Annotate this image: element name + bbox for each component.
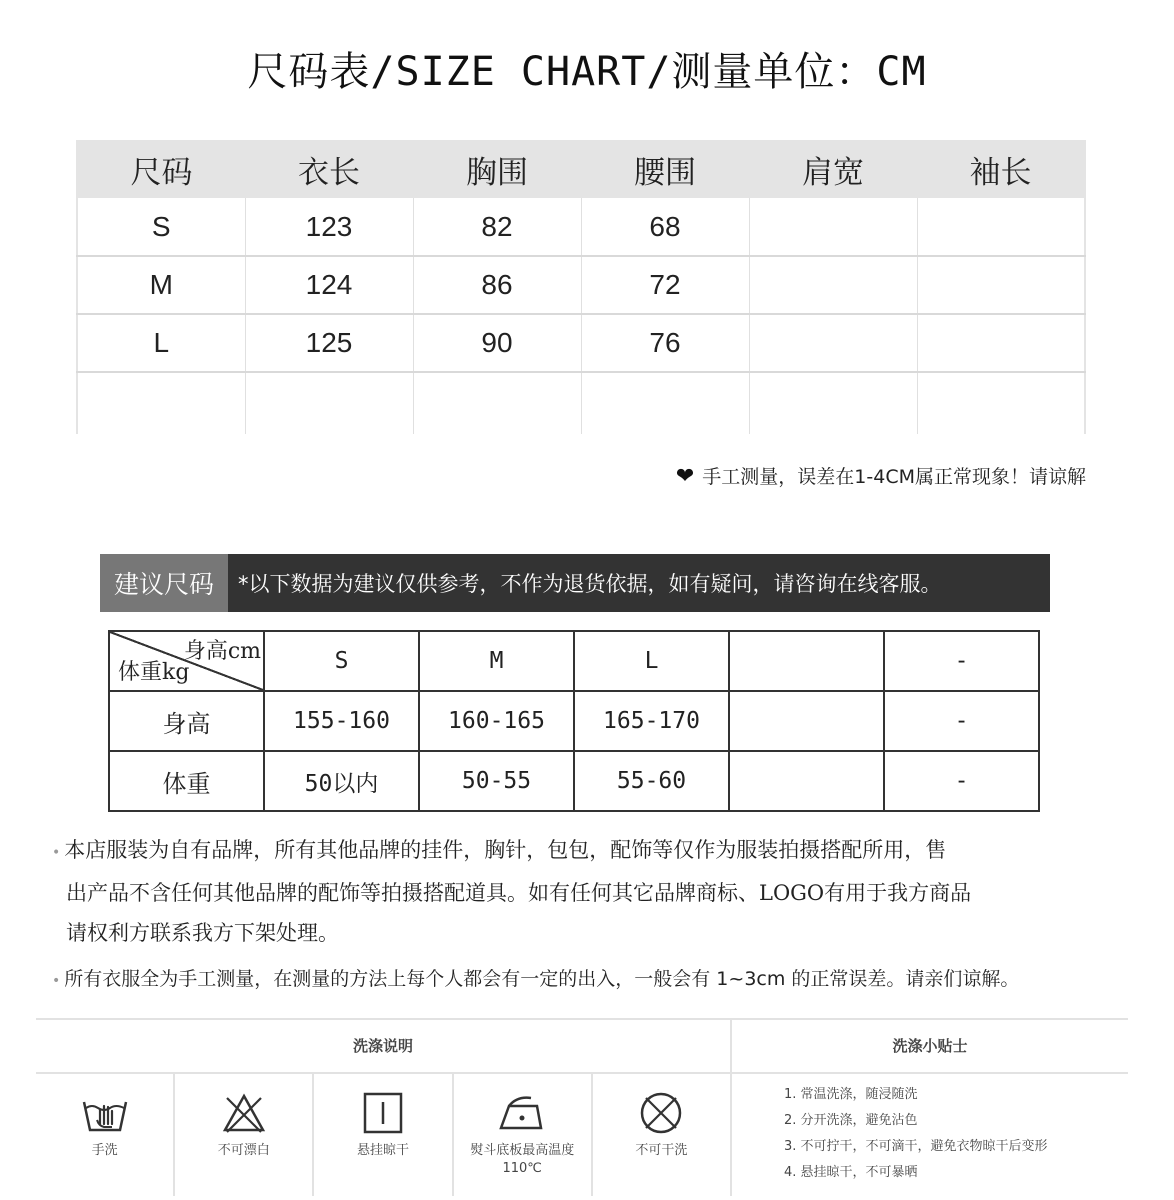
value-cell: 124 — [245, 256, 413, 314]
header-cell: M — [419, 631, 574, 691]
header-cell: 胸围 — [413, 140, 581, 198]
empty-cell — [77, 372, 245, 434]
care-symbol — [593, 1074, 730, 1196]
value-cell: 125 — [245, 314, 413, 372]
measurement-note-text: 手工测量，误差在1-4CM属正常现象！请谅解 — [702, 466, 1086, 488]
size-cell: L — [77, 314, 245, 372]
corner-cell — [109, 631, 264, 691]
value-cell: 55-60 — [574, 751, 729, 811]
value-cell — [917, 198, 1085, 256]
value-cell — [749, 314, 917, 372]
row-label: 体重 — [109, 751, 264, 811]
hand-wash-icon — [80, 1090, 130, 1136]
value-cell: 50-55 — [419, 751, 574, 811]
care-symbol — [175, 1074, 314, 1196]
size-chart-table — [76, 140, 1086, 434]
list-item: 2. 分开洗涤，避免沾色 — [784, 1113, 918, 1128]
store-notes — [52, 830, 1112, 1001]
recommend-banner — [100, 554, 1050, 612]
header-cell: L — [574, 631, 729, 691]
brand-note-line: 出产品不含任何其他品牌的配饰等拍摄搭配道具。如有任何其它品牌商标、LOGO有用于我方商品 — [66, 881, 972, 905]
size-cell: M — [77, 256, 245, 314]
value-cell: 90 — [413, 314, 581, 372]
value-cell: 72 — [581, 256, 749, 314]
empty-cell — [245, 372, 413, 434]
care-symbols — [36, 1074, 730, 1196]
recommend-header-row — [109, 631, 1039, 691]
recommend-tag: 建议尺码 — [100, 554, 228, 612]
empty-cell — [581, 372, 749, 434]
value-cell: 160-165 — [419, 691, 574, 751]
empty-cell — [413, 372, 581, 434]
header-cell: 肩宽 — [749, 140, 917, 198]
header-cell: - — [884, 631, 1039, 691]
value-cell — [749, 256, 917, 314]
row-label: 身高 — [109, 691, 264, 751]
header-cell — [729, 631, 884, 691]
list-item: 3. 不可拧干，不可滴干，避免衣物晾干后变形 — [784, 1139, 1048, 1154]
heart-icon: ❤ — [675, 464, 695, 489]
care-symbol-label: 手洗 — [91, 1143, 118, 1158]
list-item: 1. 常温洗涤，随浸随洗 — [784, 1087, 918, 1102]
care-symbol — [314, 1074, 453, 1196]
size-chart-header-row — [77, 140, 1085, 198]
no-bleach-icon — [219, 1090, 269, 1136]
header-cell: 衣长 — [245, 140, 413, 198]
brand-note-line: 请权利方联系我方下架处理。 — [66, 921, 339, 945]
header-cell: S — [264, 631, 419, 691]
page-title: 尺码表/SIZE CHART/测量单位：CM — [247, 49, 927, 95]
value-cell: - — [884, 751, 1039, 811]
header-cell: 尺码 — [77, 140, 245, 198]
table-row-empty — [77, 372, 1085, 434]
value-cell: 82 — [413, 198, 581, 256]
value-cell: 123 — [245, 198, 413, 256]
value-cell — [749, 198, 917, 256]
value-cell: 86 — [413, 256, 581, 314]
care-tips-list — [784, 1082, 1048, 1186]
table-row — [109, 691, 1039, 751]
empty-cell — [917, 372, 1085, 434]
iron-icon — [497, 1090, 547, 1136]
measurement-note — [676, 462, 1086, 489]
header-cell: 腰围 — [581, 140, 749, 198]
brand-note-text: 本店服装为自有品牌，所有其他品牌的挂件，胸针，包包，配饰等仅作为服装拍摄搭配所用，售 — [64, 838, 947, 862]
care-vertical-divider — [730, 1020, 732, 1196]
care-symbol-label: 不可漂白 — [217, 1143, 270, 1158]
bullet-icon: • — [52, 845, 61, 861]
no-dry-clean-icon — [636, 1090, 686, 1136]
value-cell — [917, 314, 1085, 372]
value-cell — [729, 691, 884, 751]
bullet-icon: • — [52, 973, 61, 989]
table-row — [109, 751, 1039, 811]
table-row — [77, 314, 1085, 372]
care-symbol — [36, 1074, 175, 1196]
value-cell — [917, 256, 1085, 314]
list-item: 4. 悬挂晾干，不可暴晒 — [784, 1165, 918, 1180]
value-cell: 50以内 — [264, 751, 419, 811]
empty-cell — [749, 372, 917, 434]
table-row — [77, 198, 1085, 256]
care-symbol-label: 悬挂晾干 — [356, 1143, 409, 1158]
corner-height-label: 身高cm — [183, 639, 261, 664]
care-instructions-title: 洗涤说明 — [352, 1037, 413, 1055]
care-tips-title: 洗涤小贴士 — [730, 1020, 1128, 1072]
recommend-disclaimer: *以下数据为建议仅供参考，不作为退货依据，如有疑问，请咨询在线客服。 — [238, 572, 942, 596]
header-cell: 袖长 — [917, 140, 1085, 198]
value-cell: 155-160 — [264, 691, 419, 751]
care-symbol — [454, 1074, 593, 1196]
care-symbol-label: 熨斗底板最高温度110℃ — [470, 1143, 575, 1176]
corner-weight-label: 体重kg — [118, 660, 190, 685]
value-cell — [729, 751, 884, 811]
hang-dry-icon — [358, 1090, 408, 1136]
value-cell: 76 — [581, 314, 749, 372]
care-panel — [36, 1018, 1128, 1194]
care-symbol-label: 不可干洗 — [635, 1143, 688, 1158]
size-cell: S — [77, 198, 245, 256]
measure-error-note — [52, 959, 1112, 1001]
value-cell: 165-170 — [574, 691, 729, 751]
table-row — [77, 256, 1085, 314]
value-cell: 68 — [581, 198, 749, 256]
measure-error-text: 所有衣服全为手工测量，在测量的方法上每个人都会有一定的出入，一般会有 1~3cm 的正常误差。请亲们谅解。 — [64, 968, 1020, 990]
value-cell: - — [884, 691, 1039, 751]
brand-note-line — [52, 830, 1112, 873]
recommend-table — [108, 630, 1040, 812]
